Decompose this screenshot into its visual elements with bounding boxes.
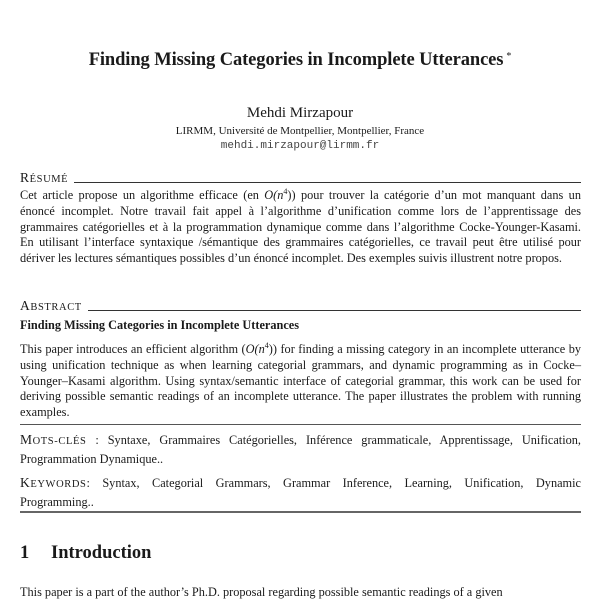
resume-heading-rest: ÉSUMÉ — [29, 174, 69, 185]
abstract-heading-rule — [88, 310, 581, 311]
resume-heading-row — [20, 170, 581, 186]
abstract-subtitle: Finding Missing Categories in Incomplete Utterances — [20, 318, 300, 332]
title-footnote-mark: * — [506, 51, 512, 62]
abstract-heading — [20, 298, 82, 314]
abstract-heading-row — [20, 298, 581, 314]
keywords — [20, 475, 581, 510]
resume-heading-initial: R — [20, 170, 30, 185]
abstract-text — [20, 342, 581, 421]
author-affiliation: LIRMM, Université de Montpellier, Montpellier, France — [175, 125, 425, 137]
keywords-label — [20, 475, 86, 490]
section-number: 1 — [20, 543, 30, 563]
keywords-divider — [20, 511, 581, 513]
mots-cles — [20, 432, 581, 467]
mots-cles-separator: : — [86, 433, 108, 447]
abstract-heading-rest: BSTRACT — [30, 302, 82, 313]
resume-text-start: Cet article propose un algorithme efficace (en — [20, 188, 265, 202]
author-email: mehdi.mirzapour@lirmm.fr — [220, 140, 380, 152]
mots-cles-text: Syntaxe, Grammaires Catégorielles, Inférence grammaticale, Apprentissage, Unification, Programmation Dynamique.. — [20, 433, 581, 466]
abstract-math-close: ) — [268, 342, 273, 356]
abstract-text-start: This paper introduces an efficient algorithm ( — [20, 342, 246, 356]
resume-heading-rule — [74, 182, 581, 183]
resume-heading — [20, 170, 68, 186]
keywords-label-rest: EYWORDS — [30, 479, 87, 490]
paper-title — [0, 50, 600, 71]
resume-complexity-math: O(n — [264, 188, 284, 202]
abstract-complexity-math: O(n — [245, 342, 265, 356]
author-name: Mehdi Mirzapour — [246, 105, 354, 121]
introduction-first-line: This paper is a part of the author’s Ph.D. proposal regarding possible semantic readings of a given — [20, 585, 503, 599]
abstract-heading-initial: A — [20, 298, 31, 313]
resume-text-rest: ) pour trouver la catégorie d’un mot manquant dans un énoncé incomplet. Notre travail fait appel à l’algorithme d’unification comme lors de l’apprentissage des grammaires catégorielles et à la programmation dynamique comme dans l’algorithme Cocke-Younger-Kasami. En utilisant l’interface syntaxique /sémantique des grammaires catégorielles, ce travail peut être utilisé pour dériver les lectures sémantiques possibles d’un énoncé incomplet. Des exemples suivis illustrent notre propos. — [20, 188, 581, 266]
abstract-text-rest: ) for finding a missing category in an incomplete utterance by using unification technique as when learning categorial grammars, and dynamic programming as in Cocke–Younger–Kasami algorithm. Using syntax/semantic interface of categorial grammar, this work can be used for deriving possible semantic readings of an incomplete utterance. The paper illustrates the problem with running examples. — [20, 342, 581, 420]
section-title: Introduction — [51, 543, 152, 563]
mots-cles-label-initial: M — [20, 432, 33, 447]
keywords-separator: : — [86, 476, 103, 490]
keywords-text: Syntax, Categorial Grammars, Grammar Inference, Learning, Unification, Dynamic Programming.. — [20, 476, 581, 509]
mots-cles-label-rest: OTS-CLÉS — [32, 436, 87, 447]
resume-math-close: ) — [287, 188, 292, 202]
abstract-divider — [20, 424, 581, 425]
resume-math-exponent: 4 — [283, 187, 288, 196]
mots-cles-label — [20, 432, 86, 447]
resume-text — [20, 188, 581, 267]
title-text: Finding Missing Categories in Incomplete Utterances — [88, 50, 504, 70]
abstract-math-exponent: 4 — [264, 341, 269, 350]
keywords-label-initial: K — [20, 475, 31, 490]
section-heading-introduction — [20, 543, 151, 564]
